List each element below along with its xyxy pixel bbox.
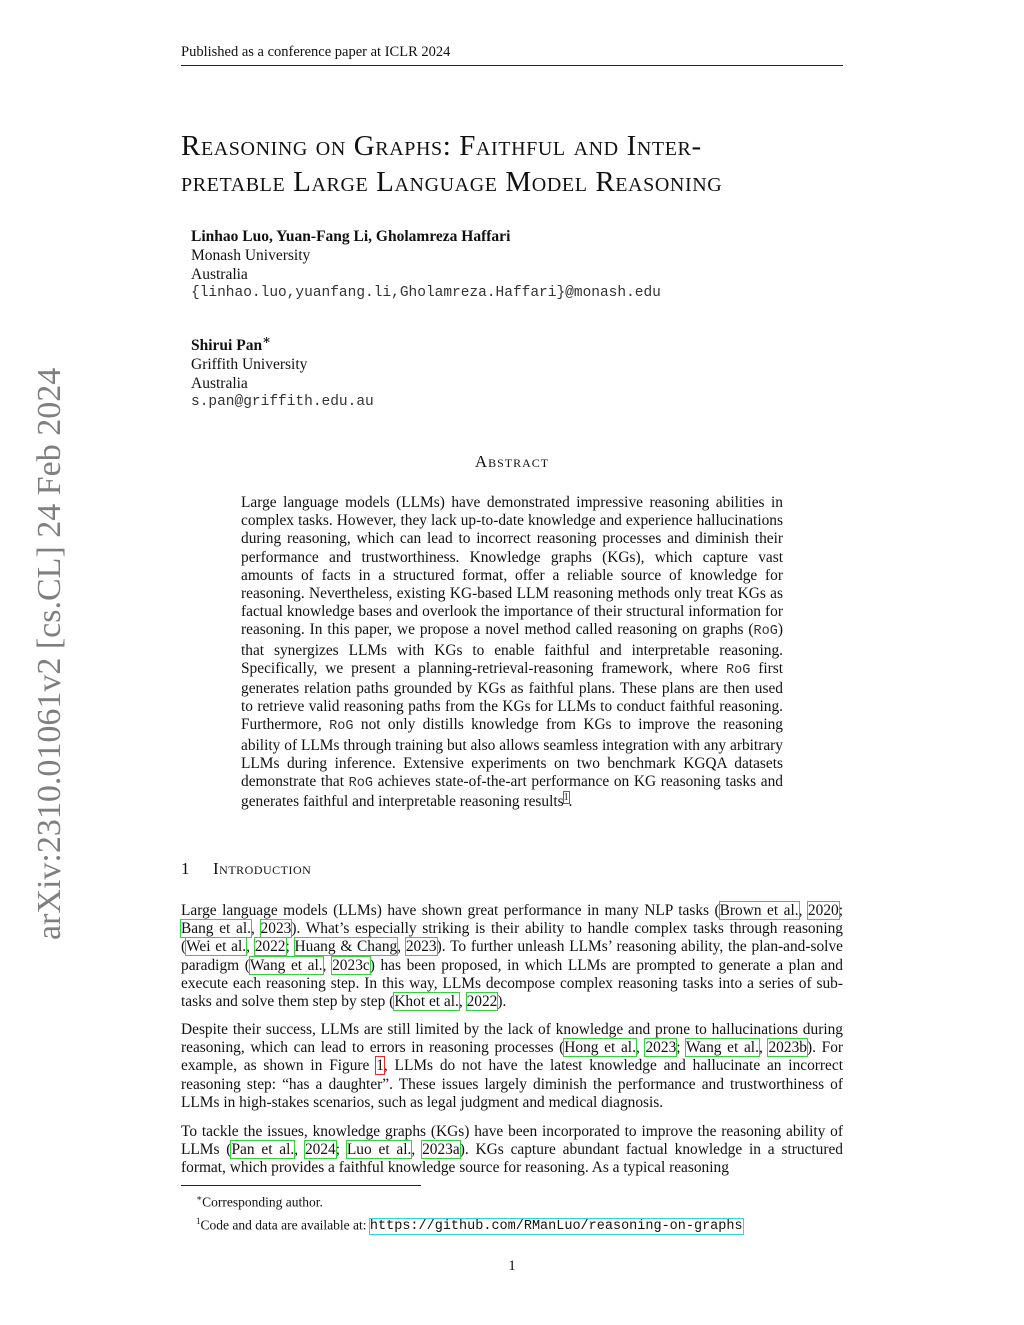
body-text: , bbox=[411, 1141, 423, 1159]
author-country: Australia bbox=[191, 375, 248, 393]
author-block-2 bbox=[191, 330, 831, 412]
citation-link[interactable]: 2022 bbox=[254, 938, 286, 956]
abstract-text: not only distills knowledge from KGs to improve the reasoning ability of LLMs through training but also allows seamless integration with any arbitrary LLMs during inference. Extensive experiments on two benchmark KGQA datasets demonstrate that bbox=[241, 716, 783, 791]
abstract-text: achieves state-of-the-art performance on KG reasoning tasks and generates faithful and interpretable reasoning results bbox=[241, 773, 783, 811]
body-text: ; bbox=[335, 1141, 347, 1159]
section-heading bbox=[181, 859, 843, 879]
intro-paragraph-2 bbox=[181, 1021, 843, 1112]
body-text: , bbox=[758, 1039, 769, 1057]
citation-link[interactable]: Hong et al. bbox=[564, 1039, 636, 1057]
author-names bbox=[191, 330, 831, 355]
intro-paragraph-3 bbox=[181, 1123, 843, 1178]
citation-link[interactable]: Wang et al. bbox=[685, 1039, 759, 1057]
author-country: Australia bbox=[191, 266, 248, 283]
body-text: Large language models (LLMs) have shown great performance in many NLP tasks ( bbox=[181, 902, 720, 919]
figure-ref-link[interactable]: 1 bbox=[376, 1057, 384, 1075]
author-email: s.pan@griffith.edu.au bbox=[191, 394, 374, 411]
body-text: ). For example, as shown in Figure bbox=[181, 1039, 844, 1075]
citation-link[interactable]: 2023a bbox=[422, 1141, 460, 1159]
corresponding-mark: ∗ bbox=[262, 332, 271, 347]
body-text: ) has been proposed, in which LLMs are prompted to generate a plan and execute each reasoning step. In this way, LLMs decompose complex reasoning tasks into a series of sub-tasks and solve them step by step ( bbox=[181, 956, 843, 1011]
author-names: Linhao Luo, Yuan-Fang Li, Gholamreza Haffari bbox=[191, 228, 511, 245]
citation-link[interactable]: Luo et al. bbox=[346, 1141, 412, 1159]
citation-link[interactable]: 2024 bbox=[304, 1141, 336, 1159]
rog-name: RoG bbox=[753, 624, 778, 640]
body-text: Despite their success, LLMs are still limited by the lack of knowledge and prone to hallucinations during reasoning, which can lead to errors in reasoning processes ( bbox=[181, 1021, 843, 1057]
citation-link[interactable]: 2023 bbox=[645, 1039, 677, 1057]
citation-link[interactable]: 2023 bbox=[405, 938, 437, 956]
title-line-1: Reasoning on Graphs: Faithful and Inter- bbox=[181, 130, 702, 162]
footnote-code bbox=[196, 1212, 856, 1237]
citation-link[interactable]: Huang & Chang bbox=[294, 938, 398, 956]
running-head: Published as a conference paper at ICLR 2024 bbox=[181, 44, 843, 66]
author-affiliation: Griffith University bbox=[191, 356, 308, 374]
body-text: ). bbox=[497, 993, 507, 1011]
body-text: ; bbox=[285, 938, 295, 956]
body-text: , bbox=[635, 1039, 646, 1057]
body-text: ). KGs capture abundant factual knowledge in a structured format, which provides a faithful knowledge source for reasoning. As a typical reasoning bbox=[181, 1141, 844, 1177]
intro-paragraph-1 bbox=[181, 902, 843, 1011]
citation-link[interactable]: 2023b bbox=[768, 1039, 807, 1057]
github-url-link[interactable]: https://github.com/RManLuo/reasoning-on-graphs bbox=[369, 1219, 743, 1234]
footnote-mark: ∗ bbox=[196, 1193, 203, 1203]
citation-link[interactable]: Khot et al. bbox=[394, 993, 459, 1011]
body-text: , bbox=[798, 902, 808, 919]
citation-link[interactable]: Pan et al. bbox=[231, 1141, 295, 1159]
title-line-2: pretable Large Language Model Reasoning bbox=[181, 166, 723, 198]
author-affiliation: Monash University bbox=[191, 247, 311, 264]
body-text: ). What’s especially striking is their ability to handle complex tasks through reasoning ( bbox=[181, 920, 843, 956]
body-text: , bbox=[458, 993, 467, 1011]
rog-name: RoG bbox=[329, 719, 354, 735]
author-name: Shirui Pan bbox=[191, 337, 263, 355]
footnote-ref-link[interactable]: 1 bbox=[563, 792, 569, 804]
rog-name: RoG bbox=[726, 662, 751, 678]
abstract-text: first generates relation paths grounded by KGs as faithful plans. These plans are then used to retrieve valid reasoning paths from the KGs for LLMs to conduct faithful reasoning. Furthermore, bbox=[241, 659, 783, 734]
citation-link[interactable]: Wei et al. bbox=[186, 938, 247, 956]
body-text: ; bbox=[838, 902, 843, 919]
arxiv-stamp: arXiv:2310.01061v2 [cs.CL] 24 Feb 2024 bbox=[31, 367, 68, 940]
citation-link[interactable]: 2023 bbox=[260, 920, 292, 938]
body-text: , bbox=[246, 938, 255, 956]
footnote-mark: 1 bbox=[196, 1215, 201, 1226]
rog-name: RoG bbox=[348, 776, 373, 792]
citation-link[interactable]: Brown et al. bbox=[719, 902, 799, 919]
abstract-body bbox=[241, 494, 783, 811]
abstract-heading: Abstract bbox=[474, 452, 550, 471]
body-text: , bbox=[397, 938, 406, 956]
body-text: , bbox=[250, 920, 261, 938]
citation-link[interactable]: 2023c bbox=[332, 956, 370, 974]
abstract-text: Large language models (LLMs) have demonstrated impressive reasoning abilities in complex tasks. However, they lack up-to-date knowledge and experience hallucinations during reasoning, which can lead to incorrect reasoning processes and diminish their performance and trustworthiness. Knowledge graphs (KGs), which capture vast amounts of facts in a structured format, offer a reliable source of knowledge for reasoning. Nevertheless, existing KG-based LLM reasoning methods only treat KGs as factual knowledge bases and overlook the importance of their structural information for reasoning. In this paper, we propose a novel method called reasoning on graphs ( bbox=[241, 494, 783, 639]
body-text: , LLMs do not have the latest knowledge and hallucinate an incorrect reasoning step: “has a daughter”. These issues largely diminish the performance and trustworthiness of LLMs in high-stakes scenarios, such as legal judgment and medical diagnosis. bbox=[181, 1057, 843, 1111]
author-block-1 bbox=[191, 227, 831, 303]
body-text: , bbox=[322, 956, 333, 974]
citation-link[interactable]: 2022 bbox=[466, 993, 498, 1011]
section-title: Introduction bbox=[213, 859, 312, 878]
body-text: To tackle the issues, knowledge graphs (KGs) have been incorporated to improve the reasoning ability of LLMs ( bbox=[181, 1123, 843, 1159]
author-email: {linhao.luo,yuanfang.li,Gholamreza.Haffari}@monash.edu bbox=[191, 285, 661, 301]
body-text: ). To further unleash LLMs’ reasoning ability, the plan-and-solve paradigm ( bbox=[181, 938, 843, 974]
body-text: , bbox=[294, 1141, 305, 1159]
citation-link[interactable]: 2020 bbox=[807, 902, 839, 919]
paper-title bbox=[181, 128, 843, 200]
footnote-text: Corresponding author. bbox=[202, 1194, 323, 1210]
abstract-text: . bbox=[568, 793, 573, 811]
section-number: 1 bbox=[181, 859, 190, 878]
abstract-text: ) that synergizes LLMs with KGs to enable faithful and interpretable reasoning. Specifically, we present a planning-retrieval-reasoning framework, where bbox=[241, 621, 783, 677]
page-number: 1 bbox=[508, 1258, 516, 1274]
footnote-corresponding bbox=[196, 1189, 856, 1212]
citation-link[interactable]: Wang et al. bbox=[249, 956, 323, 974]
footnotes bbox=[196, 1189, 856, 1236]
body-text: ; bbox=[676, 1039, 686, 1057]
footnote-text: Code and data are available at: bbox=[200, 1217, 370, 1232]
footnote-rule bbox=[181, 1185, 421, 1186]
citation-link[interactable]: Bang et al. bbox=[181, 920, 251, 938]
